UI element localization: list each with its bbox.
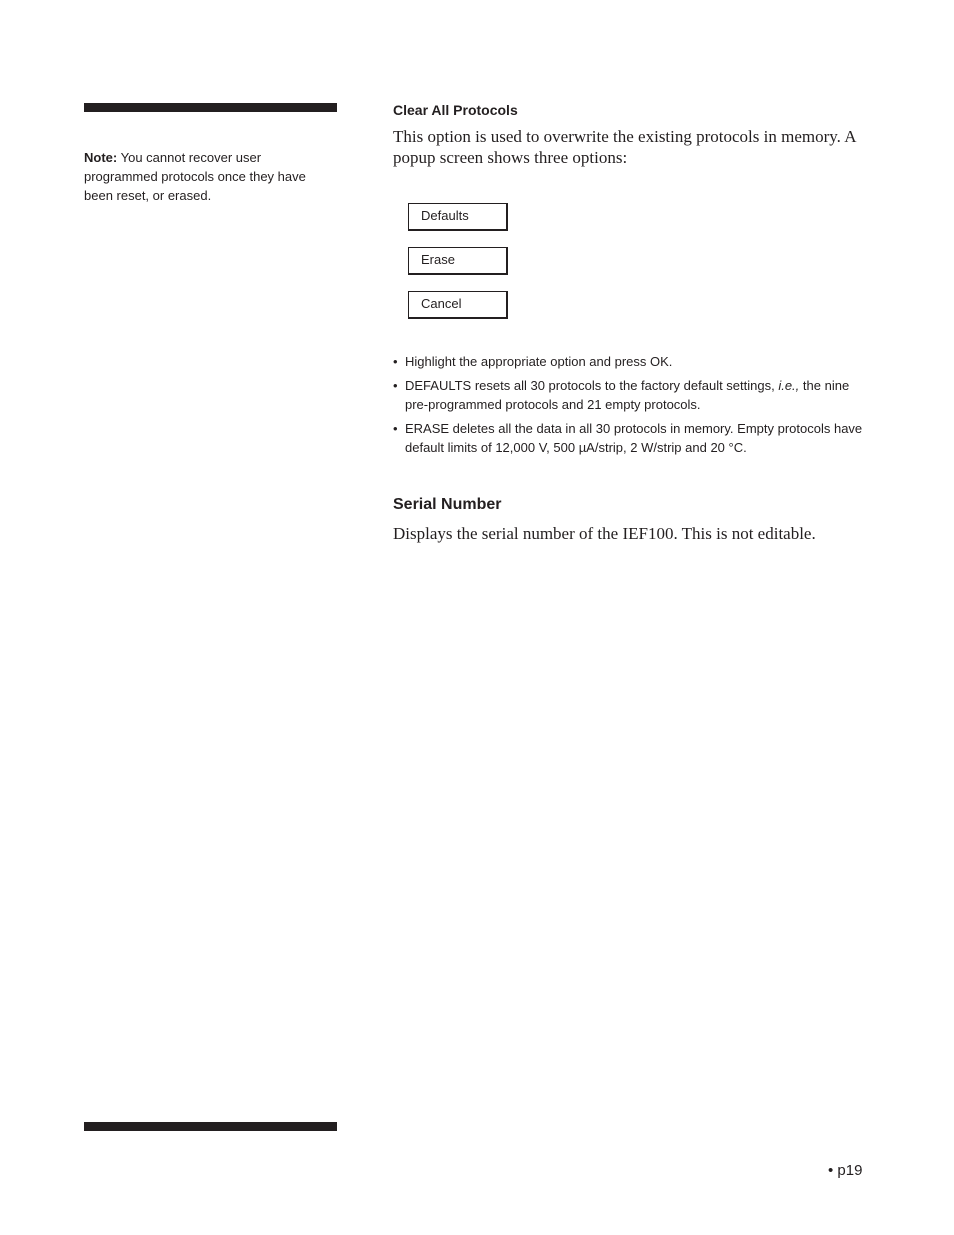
side-note	[84, 148, 314, 205]
option-bullet-list	[393, 352, 871, 457]
bullet-text-continued: the nine pre-programmed protocols and 21 empty protocols.	[405, 378, 850, 412]
bullet-text: Highlight the appropriate option and press OK.	[405, 354, 673, 369]
note-text: You cannot recover user programmed protocols once they have been reset, or erased.	[84, 150, 306, 203]
list-item	[393, 352, 871, 371]
bullet-glyph: •	[393, 378, 398, 393]
bullet-text: ERASE deletes all the data in all 30 protocols in memory. Empty protocols have default limits of 12,000 V, 500 µA/strip, 2 W/strip and 20 °C.	[405, 421, 863, 455]
clear-all-protocols-heading: Clear All Protocols	[393, 102, 518, 118]
note-label: Note:	[84, 150, 118, 165]
cancel-option-button[interactable]: Cancel	[408, 291, 508, 319]
popup-options	[408, 203, 871, 319]
bullet-glyph: •	[393, 421, 398, 436]
bottom-margin-rule	[84, 1122, 337, 1131]
serial-number-heading: Serial Number	[393, 496, 502, 513]
page-number: • p19	[828, 1162, 863, 1179]
serial-number-text: Displays the serial number of the IEF100. This is not editable.	[393, 524, 816, 543]
bullet-glyph: •	[393, 354, 398, 369]
bullet-text: DEFAULTS resets all 30 protocols to the factory default settings,	[405, 378, 779, 393]
main-content	[393, 100, 871, 544]
list-item	[393, 419, 871, 457]
bullet-italic-text: i.e.,	[778, 378, 800, 393]
clear-all-intro: This option is used to overwrite the existing protocols in memory. A popup screen shows three options:	[393, 127, 856, 167]
list-item	[393, 376, 871, 414]
top-margin-rule	[84, 103, 337, 112]
erase-option-button[interactable]: Erase	[408, 247, 508, 275]
defaults-option-button[interactable]: Defaults	[408, 203, 508, 231]
